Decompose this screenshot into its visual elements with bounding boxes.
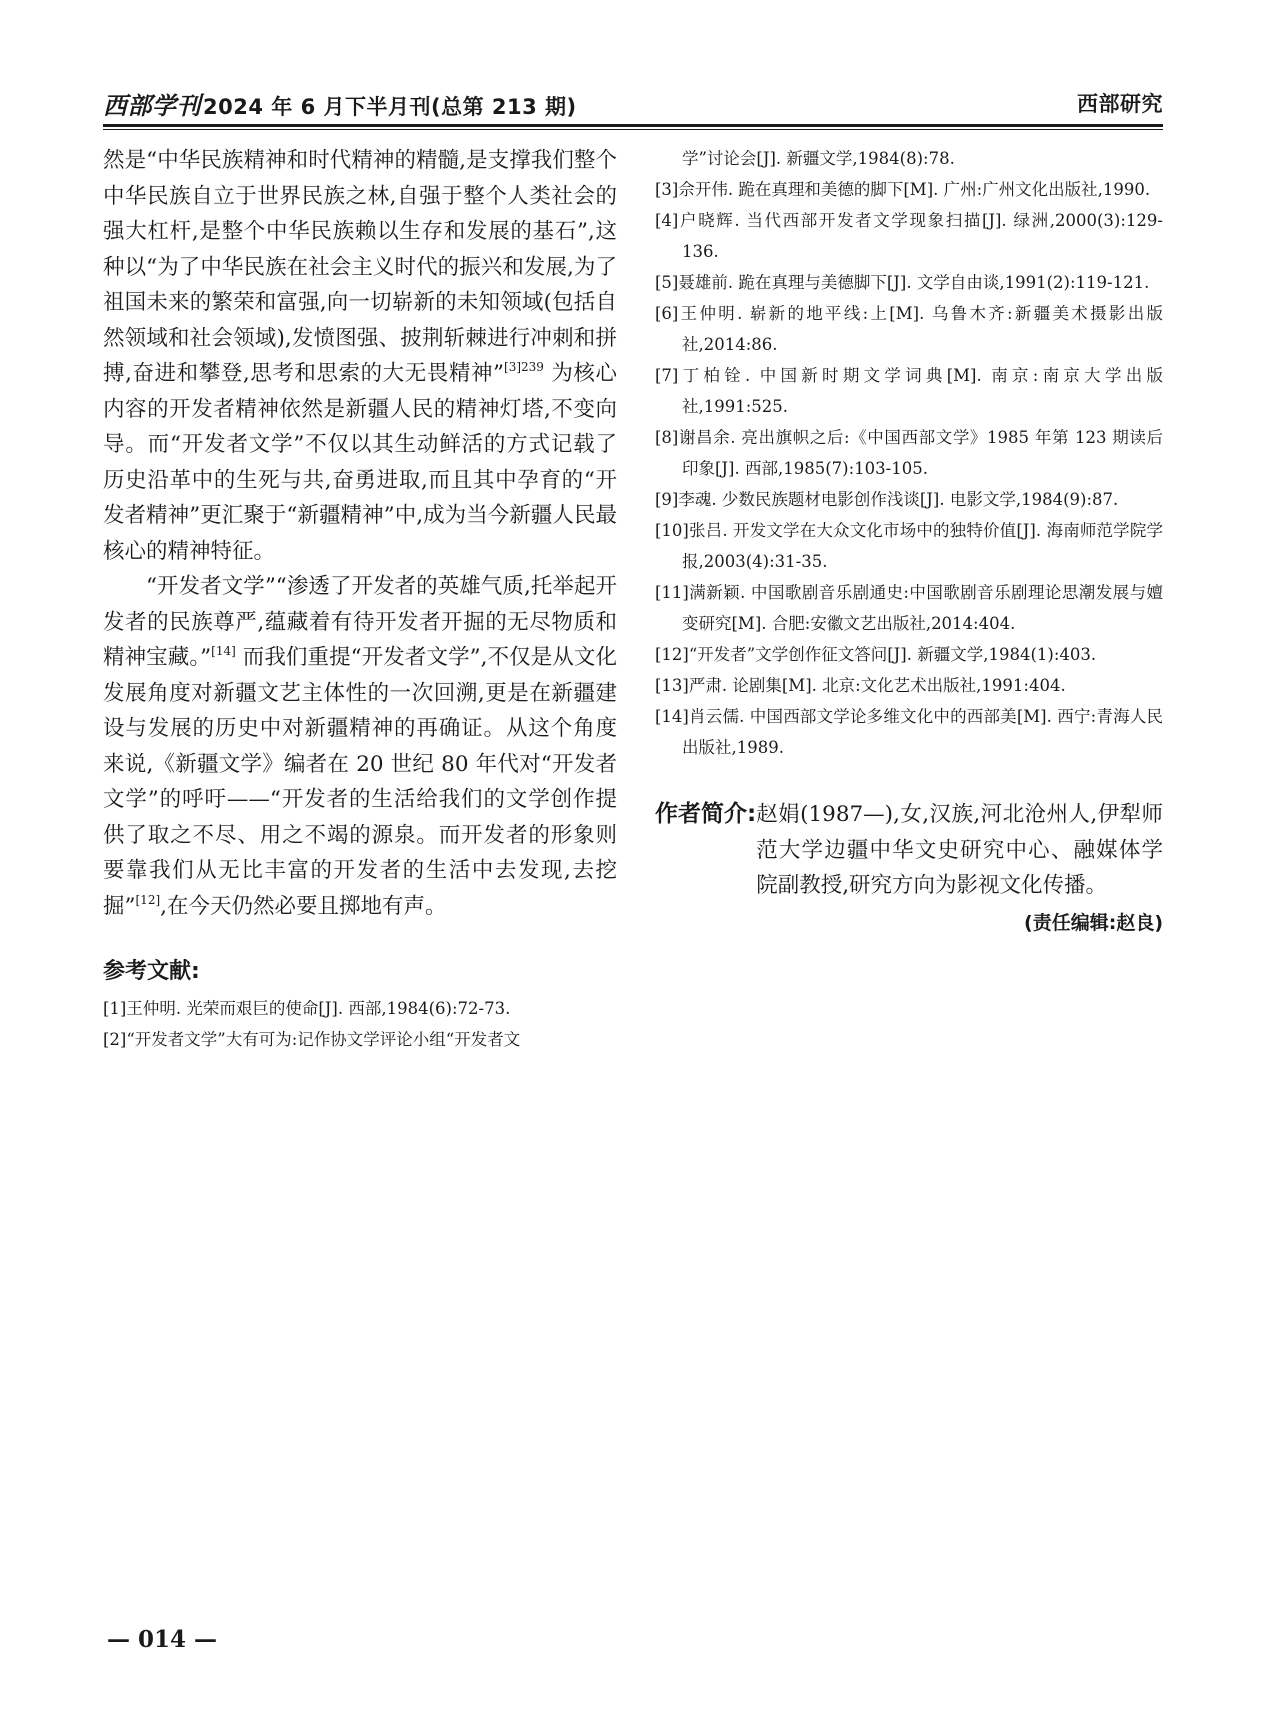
reference-item: [6]王仲明. 崭新的地平线:上[M]. 乌鲁木齐:新疆美术摄影出版社,2014:86. xyxy=(655,304,1163,354)
reference-item-continued: 学”讨论会[J]. 新疆文学,1984(8):78. xyxy=(682,149,955,168)
reference-item: [2]“开发者文学”大有可为:记作协文学评论小组“开发者文 xyxy=(103,1030,521,1049)
reference-item: [12]“开发者”文学创作征文答问[J]. 新疆文学,1984(1):403. xyxy=(655,645,1097,664)
reference-item: [8]谢昌余. 亮出旗帜之后:《中国西部文学》1985 年第 123 期读后印象[J]. 西部,1985(7):103-105. xyxy=(655,428,1163,478)
section-name: 西部研究 xyxy=(1077,92,1163,116)
reference-item: [13]严肃. 论剧集[M]. 北京:文化艺术出版社,1991:404. xyxy=(655,676,1066,695)
author-bio xyxy=(655,797,1163,904)
reference-list xyxy=(655,143,1163,763)
citation: [12] xyxy=(135,892,161,907)
reference-item: [5]聂雄前. 跪在真理与美德脚下[J]. 文学自由谈,1991(2):119-121. xyxy=(655,273,1150,292)
references-title: 参考文献: xyxy=(103,959,200,984)
reference-item: [14]肖云儒. 中国西部文学论多维文化中的西部美[M]. 西宁:青海人民出版社,1989. xyxy=(655,707,1163,757)
reference-item: [9]李魂. 少数民族题材电影创作浅谈[J]. 电影文学,1984(9):87. xyxy=(655,490,1119,509)
left-column xyxy=(103,143,617,1055)
page-number: — 014 — xyxy=(107,1626,218,1653)
header-rule-thick xyxy=(103,124,1163,127)
header-rule-thin xyxy=(103,129,1163,130)
citation: [14] xyxy=(211,644,236,658)
reference-item: [1]王仲明. 光荣而艰巨的使命[J]. 西部,1984(6):72-73. xyxy=(103,999,511,1018)
responsible-editor: (责任编辑:赵良) xyxy=(1024,911,1163,934)
citation: [3]239 xyxy=(504,360,544,374)
author-bio-text: 赵娟(1987—),女,汉族,河北沧州人,伊犁师范大学边疆中华文史研究中心、融媒体学院副教授,研究方向为影视文化传播。 xyxy=(756,802,1163,898)
journal-logo: 西部学刊 xyxy=(103,90,201,120)
reference-item: [11]满新颖. 中国歌剧音乐剧通史:中国歌剧音乐剧理论思潮发展与嬗变研究[M]. 合肥:安徽文艺出版社,2014:404. xyxy=(655,583,1163,633)
reference-item: [4]户晓辉. 当代西部开发者文学现象扫描[J]. 绿洲,2000(3):129-136. xyxy=(655,211,1163,261)
author-bio-label: 作者简介: xyxy=(655,801,757,827)
body-paragraph-2: “开发者文学”“渗透了开发者的英雄气质,托举起开发者的民族尊严,蕴藏着有待开发者开掘的无尽物质和精神宝藏。”[14] 而我们重提“开发者文学”,不仅是从文化发展角度对新疆文艺主体性的一次回溯,更是在新疆建设与发展的历史中对新疆精神的再确证。从这个角度来说,《新疆文学》编者在 20 世纪 80 年代对“开发者文学”的呼吁——“开发者的生活给我们的文学创作提供了取之不尽、用之不竭的源泉。而开发者的形象则要靠我们从无比丰富的开发者的生活中去发现,去挖掘”[12],在今天仍然必要且掷地有声。 xyxy=(103,574,617,919)
right-column xyxy=(655,143,1163,935)
issue-info: 2024 年 6 月下半月刊(总第 213 期) xyxy=(203,94,577,119)
journal-issue xyxy=(103,86,577,121)
running-header xyxy=(103,86,1163,120)
reference-item: [7]丁柏铨. 中国新时期文学词典[M]. 南京:南京大学出版社,1991:525. xyxy=(655,366,1163,416)
reference-item: [3]佘开伟. 跪在真理和美德的脚下[M]. 广州:广州文化出版社,1990. xyxy=(655,180,1151,199)
reference-item: [10]张吕. 开发文学在大众文化市场中的独特价值[J]. 海南师范学院学报,2003(4):31-35. xyxy=(655,521,1163,571)
body-paragraph-1: 然是“中华民族精神和时代精神的精髓,是支撑我们整个中华民族自立于世界民族之林,自强于整个人类社会的强大杠杆,是整个中华民族赖以生存和发展的基石”,这种以“为了中华民族在社会主义时代的振兴和发展,为了祖国未来的繁荣和富强,向一切崭新的未知领域(包括自然领域和社会领域),发愤图强、披荆斩棘进行冲刺和拼搏,奋进和攀登,思考和思索的大无畏精神”$^{[3]239}$ 为核心内容的开发者精神依然是新疆人民的精神灯塔,不变向导。而“开发者文学”不仅以其生动鲜活的方式记载了历史沿革中的生死与共,奋勇进取,而且其中孕育的“开发者精神”更汇聚于“新疆精神”中,成为当今新疆人民最核心的精神特征。 xyxy=(103,148,617,564)
